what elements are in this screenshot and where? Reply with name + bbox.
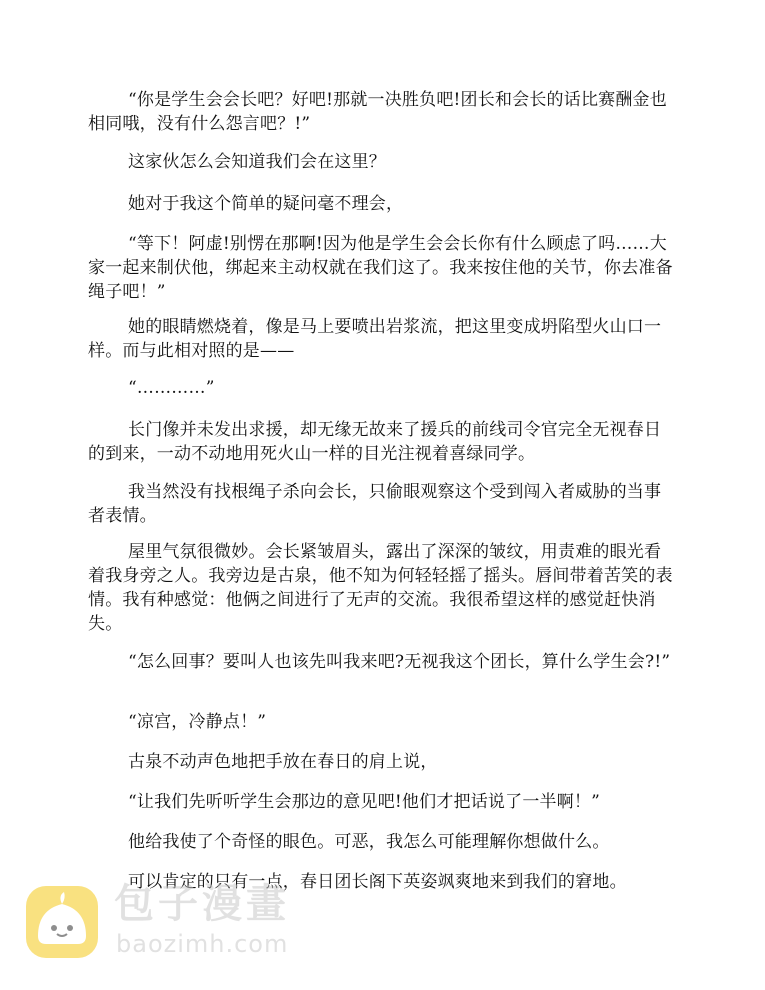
paragraph-8: 我当然没有找根绳子杀向会长，只偷眼观察这个受到闯入者威胁的当事者表情。 (88, 482, 662, 526)
bun-mascot-icon (24, 884, 100, 960)
paragraph-1: “你是学生会会长吧？好吧!那就一决胜负吧!团长和会长的话比赛酬金也相同哦，没有什么怨言吧？!” (88, 90, 667, 134)
paragraph-3: 她对于我这个简单的疑问毫不理会， (128, 194, 404, 214)
paragraph-2: 这家伙怎么会知道我们会在这里？ (128, 152, 386, 172)
paragraph-6: “…………” (128, 378, 215, 398)
watermark-brand: 包子漫畫 (114, 881, 290, 927)
watermark (24, 878, 324, 968)
paragraph-4: “等下！阿虚!别愣在那啊!因为他是学生会会长你有什么顾虑了吗……大家一起来制伏他，绑起来主动权就在我们这了。我来按住他的关节，你去准备绳子吧！” (88, 234, 673, 302)
paragraph-14: 他给我使了个奇怪的眼色。可恶，我怎么可能理解你想做什么。 (128, 832, 610, 852)
paragraph-15: 可以肯定的只有一点，春日团长阁下英姿飒爽地来到我们的窘地。 (128, 872, 627, 892)
paragraph-7: 长门像并未发出求援，却无缘无故来了援兵的前线司令官完全无视春日的到来，一动不动地用死火山一样的目光注视着喜绿同学。 (88, 420, 662, 464)
watermark-domain: baozimh.com (116, 930, 289, 958)
paragraph-12: 古泉不动声色地把手放在春日的肩上说， (128, 752, 438, 772)
paragraph-10: “怎么回事？要叫人也该先叫我来吧?无视我这个团长，算什么学生会?!” (128, 652, 671, 672)
paragraph-13: “让我们先听听学生会那边的意见吧!他们才把话说了一半啊！” (128, 792, 601, 812)
paragraph-9: 屋里气氛很微妙。会长紧皱眉头，露出了深深的皱纹，用责难的眼光看着我身旁之人。我旁边是古泉，他不知为何轻轻摇了摇头。唇间带着苦笑的表情。我有种感觉：他俩之间进行了无声的交流。我很希望这样的感觉赶快消失。 (88, 542, 673, 634)
paragraph-11: “凉宫，冷静点！” (128, 712, 267, 732)
paragraph-5: 她的眼睛燃烧着，像是马上要喷出岩浆流，把这里变成坍陷型火山口一样。而与此相对照的是—— (88, 317, 662, 361)
